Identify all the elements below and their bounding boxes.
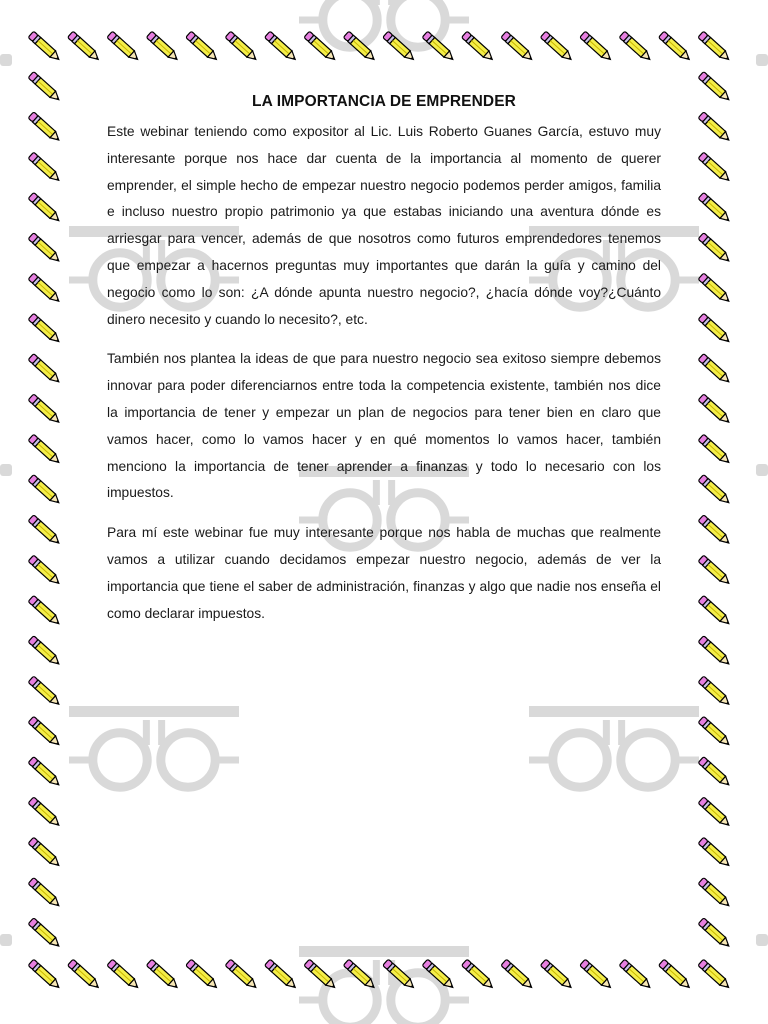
pencil-icon [225, 31, 259, 63]
pencil-icon [28, 273, 62, 305]
pencil-icon [698, 797, 732, 829]
pencil-icon [28, 71, 62, 103]
pencil-icon [28, 797, 62, 829]
pencil-icon [698, 152, 732, 184]
pencil-icon [304, 31, 338, 63]
pencil-icon [28, 152, 62, 184]
pencil-icon [698, 313, 732, 345]
pencil-icon [501, 31, 535, 63]
pencil-icon [422, 31, 456, 63]
pencil-icon [67, 959, 101, 991]
pencil-icon [619, 959, 653, 991]
pencil-icon [501, 959, 535, 991]
pencil-icon [383, 959, 417, 991]
pencil-icon [28, 676, 62, 708]
pencil-icon [461, 959, 495, 991]
pencil-icon [698, 434, 732, 466]
pencil-icon [580, 959, 614, 991]
paragraph-3: Para mí este webinar fue muy interesante porque nos habla de muchas que realmente vamos a utilizar cuando decidamos empezar nuestro negocio, además de ver la importancia que tiene el saber de administración, finanzas y algo que nadie nos enseña el como declarar impuestos. [107, 525, 661, 621]
pencil-icon [28, 434, 62, 466]
pencil-icon [343, 959, 377, 991]
pencil-icon [28, 112, 62, 144]
pencil-icon [28, 474, 62, 506]
pencil-icon [28, 192, 62, 224]
pencil-icon [698, 877, 732, 909]
pencil-icon [698, 837, 732, 869]
pencil-icon [28, 394, 62, 426]
pencil-icon [658, 959, 692, 991]
pencil-icon [698, 192, 732, 224]
pencil-icon [28, 354, 62, 386]
pencil-icon [28, 636, 62, 668]
pencil-icon [698, 959, 732, 991]
pencil-icon [28, 233, 62, 265]
pencil-icon [28, 595, 62, 627]
pencil-icon [698, 31, 732, 63]
pencil-icon [146, 31, 180, 63]
pencil-icon [28, 555, 62, 587]
pencil-icon [67, 31, 101, 63]
pencil-icon [461, 31, 495, 63]
pencil-icon [28, 959, 62, 991]
pencil-icon [698, 515, 732, 547]
pencil-icon [698, 716, 732, 748]
pencil-icon [698, 474, 732, 506]
pencil-icon [225, 959, 259, 991]
pencil-icon [304, 959, 338, 991]
pencil-icon [698, 273, 732, 305]
pencil-icon [698, 757, 732, 789]
pencil-icon [540, 959, 574, 991]
pencil-icon [658, 31, 692, 63]
pencil-icon [28, 31, 62, 63]
pencil-icon [186, 959, 220, 991]
pencil-icon [264, 31, 298, 63]
pencil-icon [698, 555, 732, 587]
pencil-icon [107, 959, 141, 991]
pencil-icon [580, 31, 614, 63]
pencil-icon [28, 716, 62, 748]
pencil-icon [540, 31, 574, 63]
pencil-icon [698, 918, 732, 950]
pencil-icon [698, 636, 732, 668]
pencil-icon [383, 31, 417, 63]
pencil-icon [186, 31, 220, 63]
pencil-icon [698, 394, 732, 426]
pencil-icon [698, 595, 732, 627]
pencil-icon [28, 757, 62, 789]
paragraph-1: Este webinar teniendo como expositor al Lic. Luis Roberto Guanes García, estuvo muy interesante porque nos hace dar cuenta de la importancia al momento de querer emprender, el simple hecho de empezar nuestro negocio podemos perder amigos, familia e incluso nuestro propio patrimonio ya que estabas iniciando una aventura dónde es arriesgar para vencer, además de que nosotros como futuros emprendedores tenemos que empezar a hacernos preguntas muy importantes que darán la guía y camino del negocio como lo son: ¿A dónde apunta nuestro negocio?, ¿hacía dónde voy?¿Cuánto dinero necesito y cuando lo necesito?, etc. [107, 124, 661, 327]
pencil-icon [28, 877, 62, 909]
paragraph-2: También nos plantea la ideas de que para nuestro negocio sea exitoso siempre debemos innovar para poder diferenciarnos entre toda la competencia existente, también nos dice la importancia de tener y empezar un plan de negocios para tener bien en claro que vamos hacer, como lo vamos hacer y en qué momentos lo vamos hacer, también menciono la importancia de tener aprender a finanzas y todo lo necesario con los impuestos. [107, 351, 661, 501]
document-body [107, 93, 661, 640]
pencil-icon [28, 837, 62, 869]
pencil-icon [698, 354, 732, 386]
pencil-icon [146, 959, 180, 991]
pencil-icon [28, 918, 62, 950]
pencil-icon [28, 313, 62, 345]
pencil-icon [698, 112, 732, 144]
pencil-icon [28, 515, 62, 547]
pencil-icon [343, 31, 377, 63]
pencil-icon [698, 676, 732, 708]
pencil-icon [107, 31, 141, 63]
pencil-icon [422, 959, 456, 991]
pencil-icon [698, 71, 732, 103]
pencil-icon [264, 959, 298, 991]
pencil-icon [698, 233, 732, 265]
document-title: LA IMPORTANCIA DE EMPRENDER [252, 93, 516, 110]
pencil-icon [619, 31, 653, 63]
